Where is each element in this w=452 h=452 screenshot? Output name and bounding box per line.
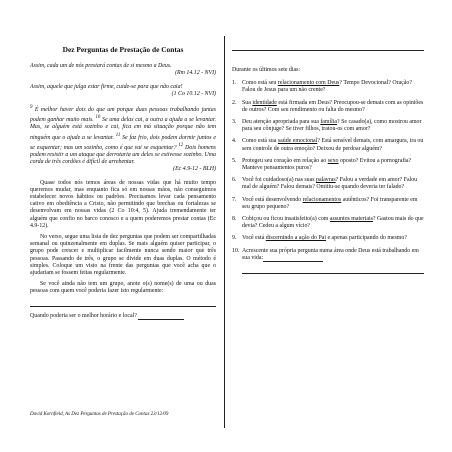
verse-number: 10 [95, 115, 101, 121]
when-question-text: Quando poderia ser o melhor horário e local? [30, 312, 137, 319]
question-keyword: sexo [327, 157, 339, 164]
question-text: Acrescente sua própria pergunta numa área onde Deus está trabalhando em sua vida: [242, 247, 419, 261]
question-text: Protegeu seu coração em relação ao sexo oposto? Evitou a pornografia? Manteve pensamentos puros? [242, 157, 412, 172]
verse-number: 11 [115, 132, 121, 138]
verse-reference: (Ec 4.9-12 - BLH) [173, 166, 216, 173]
verse-romans [30, 63, 216, 77]
question-number: 1. [232, 80, 237, 87]
footer-credit: David Kornfield, As Dez Perguntas de Prestação de Contas 23/12/09 [30, 412, 169, 417]
document-title: Dez Perguntas de Prestação de Contas [62, 45, 184, 54]
question-number: 10. [232, 247, 240, 254]
question-number: 2. [232, 99, 237, 106]
question-item [232, 235, 424, 242]
question-item [232, 80, 424, 94]
when-blank-line[interactable] [138, 319, 184, 320]
question-keyword: assuntos materiais [329, 216, 373, 223]
question-number: 4. [232, 138, 237, 145]
question-text: Você está desenvolvendo relacionamentos autênticos? Foi transparente em seu grupo pequeno? [242, 196, 418, 210]
verse-text: Se faz frio, dois podem dormir juntos e se esquentar; mas um sozinho, como é que vai se esquentar? [30, 134, 217, 151]
body-paragraph: No verso, segue uma lista de dez perguntas que podem ser compartilhadas semanal ou quinzenalmente em duplas. Se mais alguém quiser participar, o grupo pode crescer e multiplicar facilmente nunca sendo maior que três pessoas. Passando de três, o grupo se divide em duas duplas. O método é simples. Coloque um visto na frente das perguntas que você acha que o ajudariam se fossem feitas regularmente. [30, 233, 216, 276]
own-question-blank-line[interactable] [263, 261, 323, 262]
question-text: Como está sua saúde emocional? Está sensível demais, com amargura, ira ou sem controle de outra emoção? Deixou de perdoar alguém? [242, 138, 424, 152]
question-keyword: palavras [316, 177, 336, 184]
question-text: Cobiçou ou ficou insatisfeito(a) com assuntos materiais? Gastou mais do que devia? Cedeu a algum vício? [242, 216, 424, 230]
question-keyword: discernindo a ação do Pai [265, 235, 326, 242]
verse-text: Dois homens podem resistir a um ataque que derrotaria um deles se estivesse sozinho. Uma corda de três cordões é difícil de arrebentar. [30, 144, 216, 166]
question-number: 9. [232, 235, 237, 242]
question-item [232, 119, 424, 133]
question-item [232, 197, 424, 211]
left-column [30, 42, 216, 320]
question-item [232, 100, 424, 114]
question-text: Você está discernindo a ação do Pai e apenas participando do mesmo? [242, 235, 407, 242]
question-number: 6. [232, 177, 237, 184]
question-keyword: relacionamento com Deus [277, 80, 340, 87]
question-keyword: saúde emocional [277, 138, 318, 145]
question-item [232, 248, 424, 262]
column-divider [224, 36, 225, 428]
verse-number: 12 [178, 142, 184, 148]
body-paragraph: Quase todos nós temos áreas de nossas vidas que há muito tempo queremos mudar, mas enquanto fica só em nossas mãos, não conseguimos estabelecer novos hábitos ou padrões. Precisamos levar cada pensamento cativo em obediência a Cristo, não permitindo que brechas ou fortalezas se desenvolvam em nossas vidas (2 Co 10:4, 5). Ajuda tremendamente ter alguém que confio no barco conosco e a quem poderemos prestar contas (Ec 4.9-12). [30, 179, 216, 229]
verse-corinthians [30, 84, 216, 98]
question-text: Sua identidade está firmada em Deus? Preocupou-se demais com as opiniões de outros? Com seu rendimento ou falta do mesmo? [242, 99, 424, 113]
question-item [232, 138, 424, 152]
verse-ecclesiastes [30, 104, 216, 174]
verse-reference: (1 Co 10.12 - NVI) [171, 90, 216, 97]
question-item [232, 216, 424, 230]
question-number: 5. [232, 157, 237, 164]
verse-text: É melhor haver dois do que um porque duas pessoas trabalhando juntas podem ganhar muito mais. [30, 106, 216, 124]
question-item [232, 177, 424, 191]
question-number: 3. [232, 119, 237, 126]
when-question [30, 313, 216, 320]
verse-text: Assim, aquele que julga estar firme, cuide-se para que não caia! [30, 83, 183, 90]
top-blank-line[interactable] [232, 42, 424, 51]
question-item [232, 158, 424, 172]
question-number: 8. [232, 216, 237, 223]
own-question-blank-line[interactable] [242, 267, 424, 274]
question-keyword: família [320, 119, 338, 126]
verse-text: Assim, cada um de nós prestará contas de si mesmo a Deus. [30, 63, 172, 70]
intro-text: Durante os últimos sete dias: [232, 67, 301, 73]
verse-text: Se uma delas cai, a outra a ajuda a se levantar. Mas, se alguém está sozinho e cai, fica em má situação porque não tem ninguém que o ajude a se levantar. [30, 117, 216, 141]
question-text: Deu atenção apropriada para sua família? Se casado(a), como mostrou amor para seu cônjuge? Se tiver filhos, tratou-os com amor? [242, 119, 422, 133]
names-blank-line[interactable] [30, 300, 216, 307]
question-keyword: relacionamentos [302, 196, 342, 203]
question-text: Como está seu relacionamento com Deus? Tempo Devocional? Oração? Falou de Jesus para um não crente? [242, 80, 412, 94]
verse-reference: (Rm 14.12 - NVI) [175, 70, 216, 77]
right-column [232, 42, 424, 280]
question-keyword: identidade [252, 99, 277, 106]
verse-number: 9 [30, 105, 33, 111]
body-paragraph: Se você ainda não tem um grupo, anote o(s) nome(s) de uma ou duas pessoas com quem você poderia fazer isto regularmente: [30, 281, 216, 295]
question-number: 7. [232, 196, 237, 203]
question-text: Você foi cuidadoso(a) nas suas palavras? Falou a verdade em amor? Falou mal de alguém? Falou demais? Omitiu-se quando deveria ter falado? [242, 177, 418, 191]
